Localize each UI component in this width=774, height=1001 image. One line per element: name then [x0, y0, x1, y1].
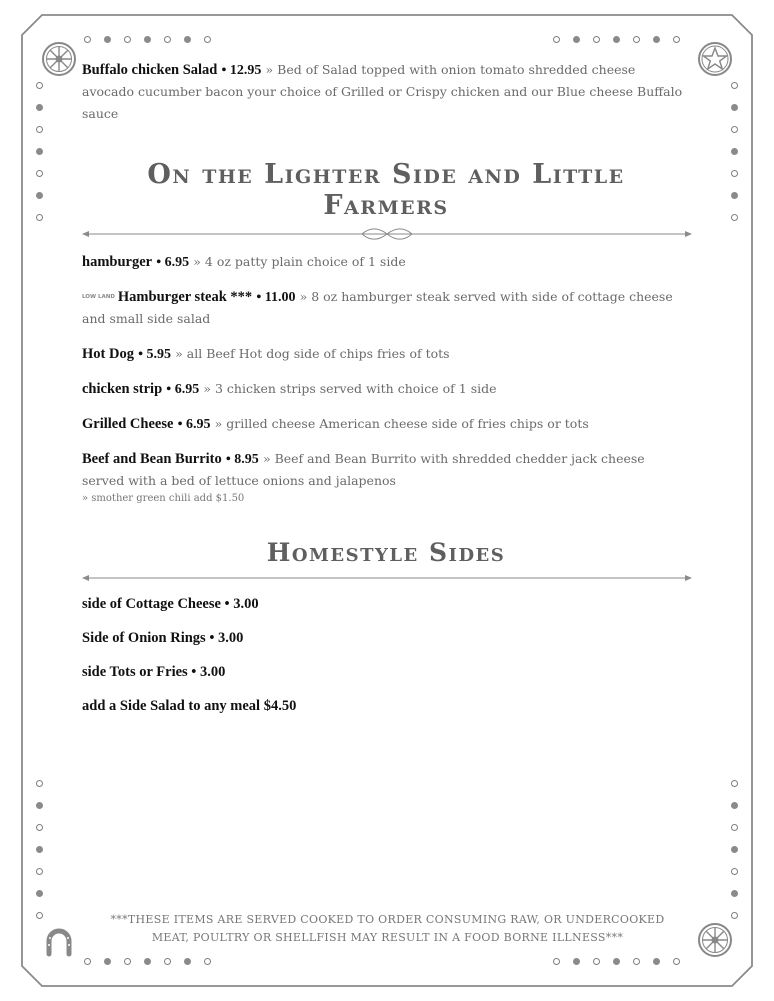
section-title-homestyle-sides: Homestyle Sides: [266, 538, 506, 567]
item-name: chicken strip: [82, 381, 163, 397]
item-description: » Beef and Bean Burrito with shredded chedder jack cheese served with a bed of lettuce onions and jalapenos: [82, 451, 645, 488]
wagon-wheel-icon: [40, 40, 78, 78]
food-safety-disclaimer: [100, 911, 675, 947]
item-description: » all Beef Hot dog side of chips fries of tots: [175, 346, 450, 361]
menu-item-hamburger-steak: [82, 286, 690, 330]
disclaimer-line: ***THESE ITEMS ARE SERVED COOKED TO ORDER CONSUMING RAW, OR UNDERCOOKED: [110, 913, 665, 926]
item-addon-note: » smother green chili add $1.50: [82, 493, 245, 504]
decorative-dots-left-lower: [36, 780, 43, 919]
item-price: • 8.95: [225, 452, 259, 467]
item-description: » 4 oz patty plain choice of 1 side: [193, 254, 406, 269]
item-description: » Bed of Salad topped with onion tomato shredded cheese avocado cucumber bacon your choice of Grilled or Crispy chicken and our Blue cheese Buffalo sauce: [82, 62, 683, 121]
item-name: hamburger: [82, 254, 153, 270]
side-item: side of Cottage Cheese • 3.00: [82, 596, 259, 612]
item-name: Grilled Cheese: [82, 416, 174, 432]
item-price: • 12.95: [221, 63, 262, 78]
low-land-badge: LOW LAND: [82, 294, 115, 300]
disclaimer-line: MEAT, POULTRY OR SHELLFISH MAY RESULT IN A FOOD BORNE ILLNESS***: [151, 931, 624, 944]
section-divider: [82, 227, 692, 241]
decorative-dots-right-lower: [731, 780, 738, 919]
item-price: • 6.95: [177, 417, 211, 432]
item-name: Hot Dog: [82, 346, 134, 362]
menu-item-grilled-cheese: [82, 413, 690, 435]
menu-item-burrito: [82, 448, 690, 492]
section-divider: [82, 571, 692, 585]
item-price: • 11.00: [256, 290, 296, 305]
item-description: » grilled cheese American cheese side of fries chips or tots: [214, 416, 589, 431]
menu-content: [82, 59, 690, 715]
menu-item-chicken-strip: [82, 378, 690, 400]
section-title-lighter-side: On the Lighter Side and Little Farmers: [147, 159, 625, 221]
item-name: Beef and Bean Burrito: [82, 451, 222, 467]
star-badge-icon: [696, 40, 734, 78]
item-price: • 5.95: [138, 347, 172, 362]
side-item: Side of Onion Rings • 3.00: [82, 630, 244, 646]
side-item: add a Side Salad to any meal $4.50: [82, 698, 297, 714]
horseshoe-icon: [40, 921, 78, 959]
menu-item-hot-dog: [82, 343, 690, 365]
item-name: Buffalo chicken Salad: [82, 62, 218, 78]
item-description: » 8 oz hamburger steak served with side of cottage cheese and small side salad: [82, 289, 673, 326]
decorative-dots-right-upper: [731, 82, 738, 221]
decorative-dots-bottom-right: [553, 958, 680, 965]
item-name: Hamburger steak ***: [117, 289, 253, 305]
decorative-dots-top-right: [553, 36, 680, 43]
side-item: side Tots or Fries • 3.00: [82, 664, 226, 680]
decorative-dots-bottom-left: [84, 958, 211, 965]
item-description: » 3 chicken strips served with choice of 1 side: [203, 381, 497, 396]
menu-item-buffalo-salad: [82, 59, 690, 125]
menu-item-hamburger: [82, 251, 690, 273]
item-price: • 6.95: [166, 382, 200, 397]
item-price: • 6.95: [156, 255, 190, 270]
decorative-dots-left-upper: [36, 82, 43, 221]
wagon-wheel-icon: [696, 921, 734, 959]
decorative-dots-top-left: [84, 36, 211, 43]
